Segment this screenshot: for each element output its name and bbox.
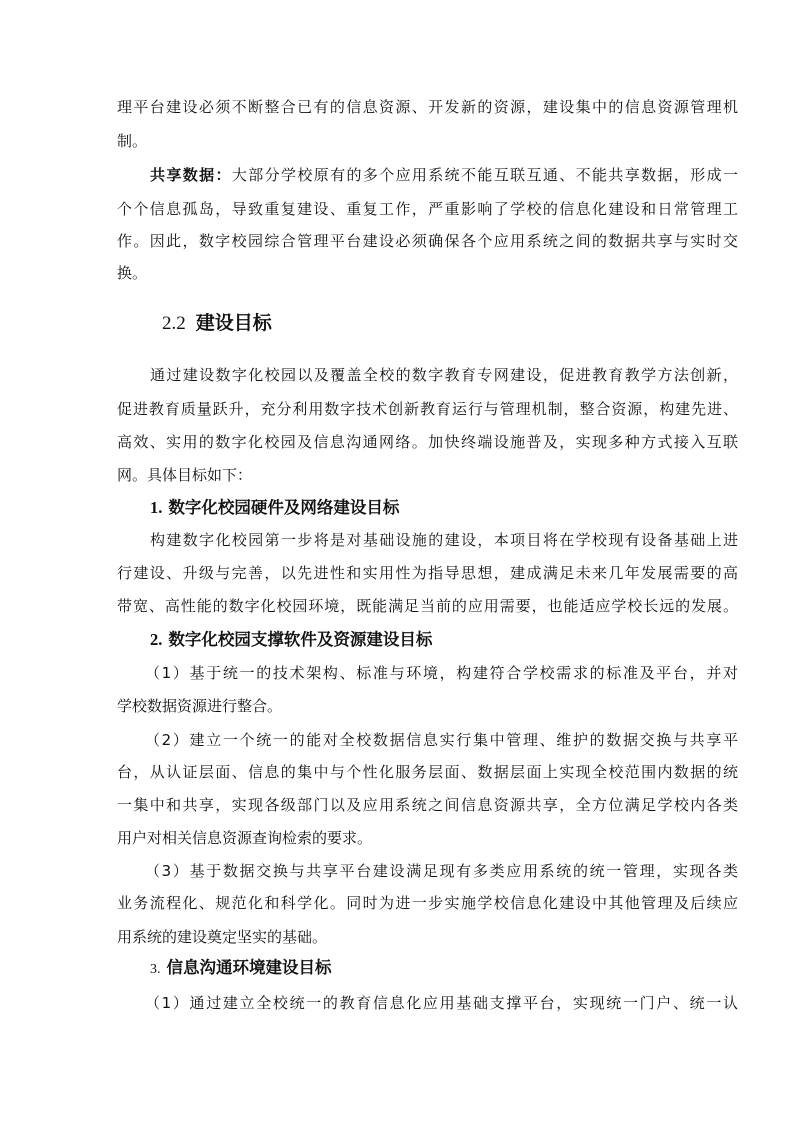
paragraph-line: 台，从认证层面、信息的集中与个性化服务层面、数据层面上实现全校范围内数据的统 <box>117 763 738 781</box>
section-number: 2.2 <box>162 313 186 334</box>
paragraph-line <box>150 164 738 186</box>
subheading-number: 3. <box>150 962 161 977</box>
paragraph-line: 通过建设数字化校园以及覆盖全校的数字教育专网建设，促进教育教学方法创新， <box>150 366 738 384</box>
paragraph-line: （3）基于数据交换与共享平台建设满足现有多类应用系统的统一管理，实现各类 <box>145 862 738 880</box>
bold-lead: 共享数据： <box>150 166 232 184</box>
paragraph-line: 带宽、高性能的数字化校园环境，既能满足当前的应用需要，也能适应学校长远的发展。 <box>117 597 738 615</box>
paragraph-line: 理平台建设必须不断整合已有的信息资源、开发新的资源，建设集中的信息资源管理机 <box>117 98 738 116</box>
paragraph-line: 学校数据资源进行整合。 <box>117 697 283 715</box>
paragraph-line: 构建数字化校园第一步将是对基础设施的建设，本项目将在学校现有设备基础上进 <box>150 531 738 549</box>
subheading-number: 2. <box>150 630 163 649</box>
paragraph-line: 行建设、升级与完善，以先进性和实用性为指导思想，建成满足未来几年发展需要的高 <box>117 564 738 582</box>
subheading-title: 数字化校园硬件及网络建设目标 <box>168 498 400 517</box>
section-title: 建设目标 <box>195 312 272 334</box>
paragraph-line: 个个信息孤岛，导致重复建设、重复工作，严重影响了学校的信息化建设和日常管理工 <box>117 200 738 218</box>
paragraph-line: （1）基于统一的技术架构、标准与环境，构建符合学校需求的标准及平台，并对 <box>145 664 738 682</box>
paragraph-line: 网。具体目标如下： <box>117 466 253 484</box>
subheading-title: 信息沟通环境建设目标 <box>166 958 332 977</box>
section-heading <box>162 310 272 337</box>
paragraph-line: 业务流程化、规范化和科学化。同时为进一步实施学校信息化建设中其他管理及后续应 <box>117 894 738 912</box>
paragraph-line: 换。 <box>117 264 148 282</box>
paragraph-line: 作。因此，数字校园综合管理平台建设必须确保各个应用系统之间的数据共享与实时交 <box>117 232 738 250</box>
paragraph-line: 一集中和共享，实现各级部门以及应用系统之间信息资源共享，全方位满足学校内各类 <box>117 796 738 814</box>
paragraph-line: 制。 <box>117 132 148 150</box>
subheading-3 <box>150 956 332 982</box>
subheading-number: 1. <box>150 498 163 517</box>
subheading-2 <box>150 628 432 652</box>
paragraph-line: （2）建立一个统一的能对全校数据信息实行集中管理、维护的数据交换与共享平 <box>145 731 738 749</box>
text: 大部分学校原有的多个应用系统不能互联互通、不能共享数据，形成一 <box>231 166 738 184</box>
paragraph-line: （1）通过建立全校统一的教育信息化应用基础支撑平台，实现统一门户、统一认 <box>145 994 738 1012</box>
paragraph-line: 高效、实用的数字化校园及信息沟通网络。加快终端设施普及，实现多种方式接入互联 <box>117 433 738 451</box>
paragraph-line: 促进教育质量跃升，充分利用数字技术创新教育运行与管理机制，整合资源，构建先进、 <box>117 400 738 418</box>
paragraph-line: 用系统的建设奠定坚实的基础。 <box>117 928 328 946</box>
subheading-title: 数字化校园支撑软件及资源建设目标 <box>168 630 433 649</box>
paragraph-line: 用户对相关信息资源查询检索的要求。 <box>117 829 373 847</box>
subheading-1 <box>150 496 399 520</box>
